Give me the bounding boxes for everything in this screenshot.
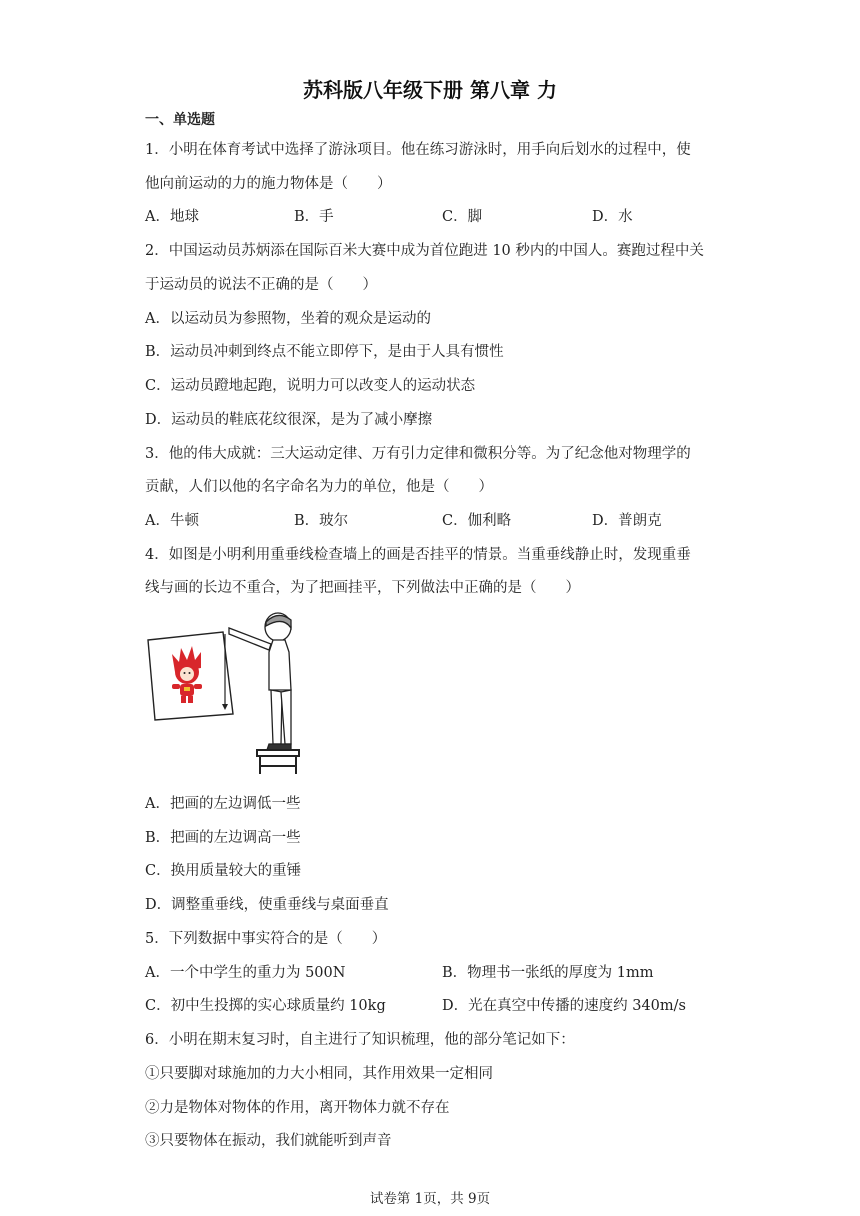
- question-1-line-2: 他向前运动的力的施力物体是（ ）: [145, 176, 392, 192]
- q4-option-b: B．把画的左边调高一些: [145, 830, 301, 846]
- question-3-line-1: 3．他的伟大成就：三大运动定律、万有引力定律和微积分等。为了纪念他对物理学的: [145, 446, 691, 462]
- question-2-line-1: 2．中国运动员苏炳添在国际百米大赛中成为首位跑进 10 秒内的中国人。赛跑过程中关: [145, 243, 704, 259]
- stool: [257, 750, 299, 774]
- q4-option-d: D．调整重垂线，使重垂线与桌面垂直: [145, 897, 389, 913]
- q3-option-d: D．普朗克: [592, 513, 662, 529]
- question-4-line-2: 线与画的长边不重合，为了把画挂平，下列做法中正确的是（ ）: [145, 580, 580, 596]
- q5-option-c: C．初中生投掷的实心球质量约 10kg: [145, 998, 386, 1014]
- q5-option-b: B．物理书一张纸的厚度为 1mm: [442, 965, 654, 981]
- question-5-line-1: 5．下列数据中事实符合的是（ ）: [145, 931, 387, 947]
- page-footer: 试卷第 1页，共 9页: [369, 1191, 491, 1207]
- plumb-line-figure: [145, 610, 315, 780]
- q1-option-c: C．脚: [442, 209, 483, 225]
- q1-option-b: B．手: [294, 209, 334, 225]
- q1-option-d: D．水: [592, 209, 633, 225]
- q2-option-d: D．运动员的鞋底花纹很深，是为了减小摩擦: [145, 412, 433, 428]
- q6-note-1: ①只要脚对球施加的力大小相同，其作用效果一定相同: [145, 1066, 493, 1082]
- q5-option-a: A．一个中学生的重力为 500N: [145, 965, 346, 981]
- section-heading: 一、单选题: [145, 112, 215, 128]
- q4-option-c: C．换用质量较大的重锤: [145, 863, 302, 879]
- q1-option-a: A．地球: [145, 209, 199, 225]
- q5-option-d: D．光在真空中传播的速度约 340m/s: [442, 998, 686, 1014]
- q2-option-b: B．运动员冲刺到终点不能立即停下，是由于人具有惯性: [145, 344, 504, 360]
- question-4-line-1: 4．如图是小明利用重垂线检查墙上的画是否挂平的情景。当重垂线静止时，发现重垂: [145, 547, 691, 563]
- q3-option-a: A．牛顿: [145, 513, 199, 529]
- q4-option-a: A．把画的左边调低一些: [145, 796, 301, 812]
- q6-note-3: ③只要物体在振动，我们就能听到声音: [145, 1133, 392, 1149]
- question-3-line-2: 贡献，人们以他的名字命名为力的单位，他是（ ）: [145, 479, 493, 495]
- page-title: 苏科版八年级下册 第八章 力: [303, 78, 557, 102]
- q2-option-a: A．以运动员为参照物，坐着的观众是运动的: [145, 311, 431, 327]
- person-figure: [229, 613, 291, 750]
- q2-option-c: C．运动员蹬地起跑，说明力可以改变人的运动状态: [145, 378, 476, 394]
- question-6-line-1: 6．小明在期末复习时，自主进行了知识梳理，他的部分笔记如下：: [145, 1032, 575, 1048]
- q3-option-c: C．伽利略: [442, 513, 512, 529]
- question-2-line-2: 于运动员的说法不正确的是（ ）: [145, 277, 377, 293]
- question-1-line-1: 1．小明在体育考试中选择了游泳项目。他在练习游泳时，用手向后划水的过程中，使: [145, 142, 691, 158]
- q3-option-b: B．玻尔: [294, 513, 349, 529]
- q6-note-2: ②力是物体对物体的作用，离开物体力就不存在: [145, 1100, 450, 1116]
